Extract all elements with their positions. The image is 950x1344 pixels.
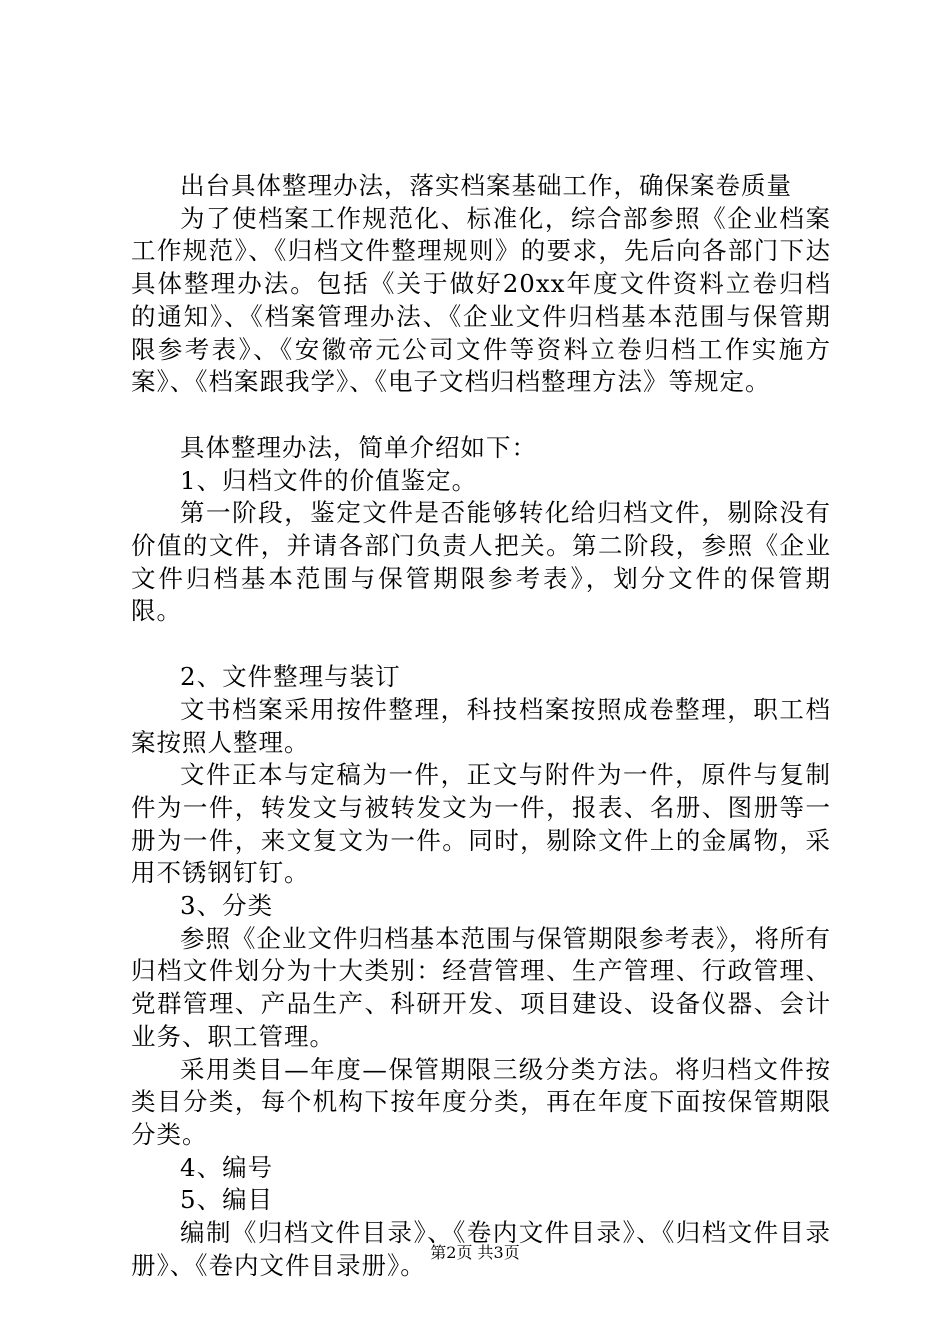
paragraph-binding: 文件正本与定稿为一件，正文与附件为一件，原件与复制件为一件，转发文与被转发文为一件，报表、名册、图册等一册为一件，来文复文为一件。同时，剔除文件上的金属物，采用不锈钢钉钉。 <box>131 760 831 888</box>
paragraph-categories: 参照《企业文件归档基本范围与保管期限参考表》，将所有归档文件划分为十大类别：经营管理、生产管理、行政管理、党群管理、产品生产、科研开发、项目建设、设备仪器、会计业务、职工管理。 <box>131 923 831 1051</box>
paragraph-summary: 具体整理办法，简单介绍如下： <box>180 432 537 462</box>
paragraph-gap <box>131 628 831 661</box>
item-heading-1: 1、归档文件的价值鉴定。 <box>180 465 478 495</box>
item-heading-5: 5、编目 <box>180 1185 274 1215</box>
paragraph-organize: 文书档案采用按件整理，科技档案按照成卷整理，职工档案按照人整理。 <box>131 694 831 757</box>
paragraph-gap <box>131 399 831 432</box>
item-heading-2: 2、文件整理与装订 <box>180 662 401 692</box>
paragraph-classification: 采用类目—年度—保管期限三级分类方法。将归档文件按类目分类，每个机构下按年度分类，再在年度下面按保管期限分类。 <box>131 1054 831 1149</box>
paragraph-intro: 为了使档案工作规范化、标准化，综合部参照《企业档案工作规范》、《归档文件整理规则》的要求，先后向各部门下达具体整理办法。包括《关于做好20xx年度文件资料立卷归档的通知》、《档案管理办法、《企业文件归档基本范围与保管期限参考表》、《安徽帝元公司文件等资料立卷归档工作实施方案》、《档案跟我学》、《电子文档归档整理方法》等规定。 <box>131 203 831 397</box>
page-footer: 第2页 共3页 <box>430 1243 520 1262</box>
document-body <box>131 170 831 1283</box>
section-heading: 出台具体整理办法，落实档案基础工作，确保案卷质量 <box>180 171 792 200</box>
item-heading-3: 3、分类 <box>180 891 274 921</box>
paragraph-appraisal: 第一阶段，鉴定文件是否能够转化给归档文件，剔除没有价值的文件，并请各部门负责人把关。第二阶段，参照《企业文件归档基本范围与保管期限参考表》，划分文件的保管期限。 <box>131 498 831 626</box>
item-heading-4: 4、编号 <box>180 1152 274 1182</box>
paragraph-catalog: 编制《归档文件目录》、《卷内文件目录》、《归档文件目录册》、《卷内文件目录册》。 <box>131 1218 831 1280</box>
